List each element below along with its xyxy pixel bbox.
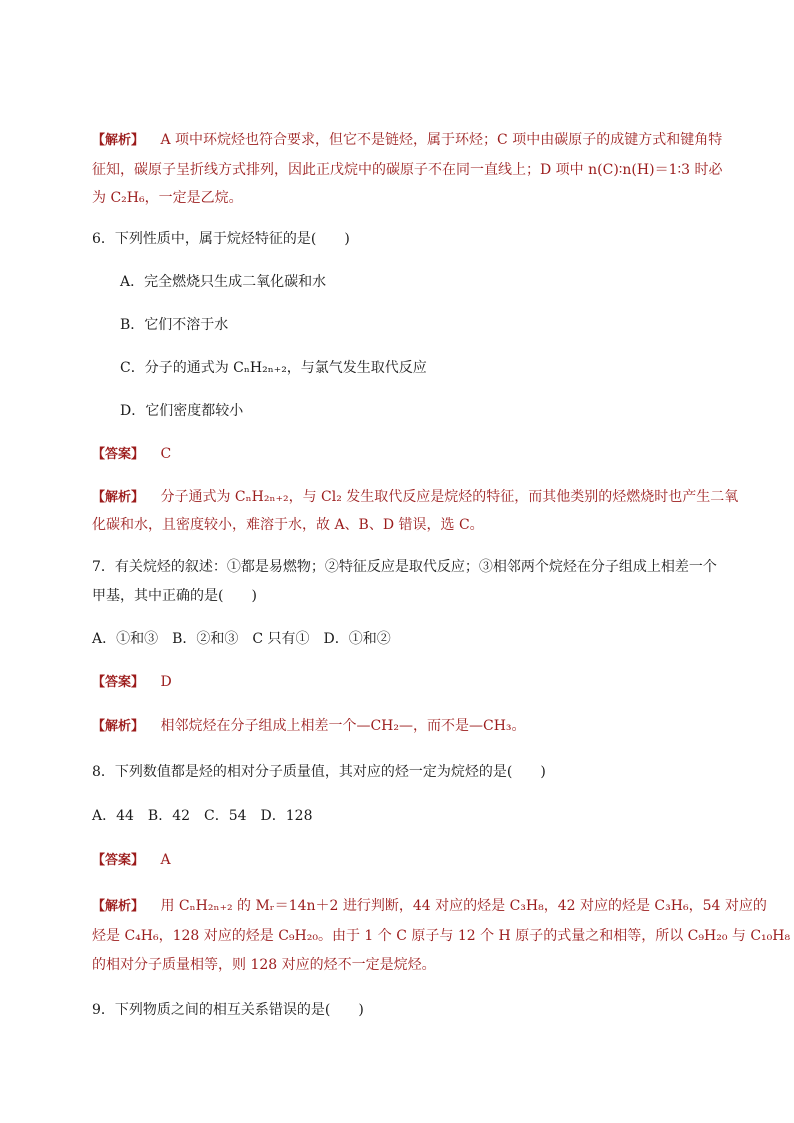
answer-tag: 【答案】 bbox=[92, 675, 145, 690]
q5-analysis-line3: 为 C₂H₆，一定是乙烷。 bbox=[92, 190, 243, 206]
answer-tag: 【答案】 bbox=[92, 447, 145, 462]
q7-analysis bbox=[92, 716, 526, 737]
q9-stem: 9．下列物质之间的相互关系错误的是( ) bbox=[92, 1002, 364, 1018]
analysis-text: A 项中环烷烃也符合要求，但它不是链烃，属于环烃；C 项中由碳原子的成键方式和键角特 bbox=[160, 132, 723, 148]
q8-options: A．44 B．42 C．54 D．128 bbox=[92, 808, 313, 824]
q7-answer bbox=[92, 672, 172, 693]
q7-stem-line2: 甲基，其中正确的是( ) bbox=[92, 588, 257, 604]
q8-analysis-line3: 的相对分子质量相等，则 128 对应的烃不一定是烷烃。 bbox=[92, 957, 436, 973]
answer-value: C bbox=[160, 446, 172, 462]
q8-analysis-line1 bbox=[92, 896, 767, 917]
analysis-text: 分子通式为 CₙH₂ₙ₊₂，与 Cl₂ 发生取代反应是烷烃的特征，而其他类别的烃燃烧时也产生二氧 bbox=[160, 489, 739, 505]
q6-stem: 6．下列性质中，属于烷烃特征的是( ) bbox=[92, 231, 350, 247]
q8-analysis-line2: 烃是 C₄H₆，128 对应的烃是 C₉H₂₀。由于 1 个 C 原子与 12 个 H 原子的式量之和相等，所以 C₉H₂₀ 与 C₁₀H₈ bbox=[92, 928, 791, 944]
q6-option-a: A．完全燃烧只生成二氧化碳和水 bbox=[120, 274, 327, 290]
answer-value: A bbox=[160, 852, 171, 868]
q8-answer bbox=[92, 850, 171, 871]
q5-analysis-line1 bbox=[92, 130, 722, 151]
q6-analysis-line1 bbox=[92, 487, 738, 508]
analysis-tag: 【解析】 bbox=[92, 719, 145, 734]
analysis-tag: 【解析】 bbox=[92, 133, 145, 148]
analysis-text: 相邻烷烃在分子组成上相差一个—CH₂—，而不是—CH₃。 bbox=[160, 718, 526, 734]
q6-option-c: C．分子的通式为 CₙH₂ₙ₊₂，与氯气发生取代反应 bbox=[120, 360, 427, 376]
answer-tag: 【答案】 bbox=[92, 853, 145, 868]
q8-stem: 8．下列数值都是烃的相对分子质量值，其对应的烃一定为烷烃的是( ) bbox=[92, 764, 546, 780]
q6-option-d: D．它们密度都较小 bbox=[120, 403, 244, 419]
q7-stem-line1: 7．有关烷烃的叙述：①都是易燃物；②特征反应是取代反应；③相邻两个烷烃在分子组成上相差一个 bbox=[92, 559, 717, 575]
analysis-tag: 【解析】 bbox=[92, 490, 145, 505]
analysis-text: 用 CₙH₂ₙ₊₂ 的 Mᵣ＝14n＋2 进行判断，44 对应的烃是 C₃H₈，42 对应的烃是 C₃H₆，54 对应的 bbox=[160, 898, 767, 914]
analysis-tag: 【解析】 bbox=[92, 899, 145, 914]
q6-analysis-line2: 化碳和水，且密度较小，难溶于水，故 A、B、D 错误，选 C。 bbox=[92, 517, 484, 533]
q6-answer bbox=[92, 444, 171, 465]
q6-option-b: B．它们不溶于水 bbox=[120, 317, 229, 333]
q5-analysis-line2: 征知，碳原子呈折线方式排列，因此正戊烷中的碳原子不在同一直线上；D 项中 n(C)∶n(H)＝1∶3 时必 bbox=[92, 162, 723, 178]
q7-options: A．①和③ B．②和③ C 只有① D．①和② bbox=[92, 631, 391, 647]
answer-value: D bbox=[160, 674, 172, 690]
